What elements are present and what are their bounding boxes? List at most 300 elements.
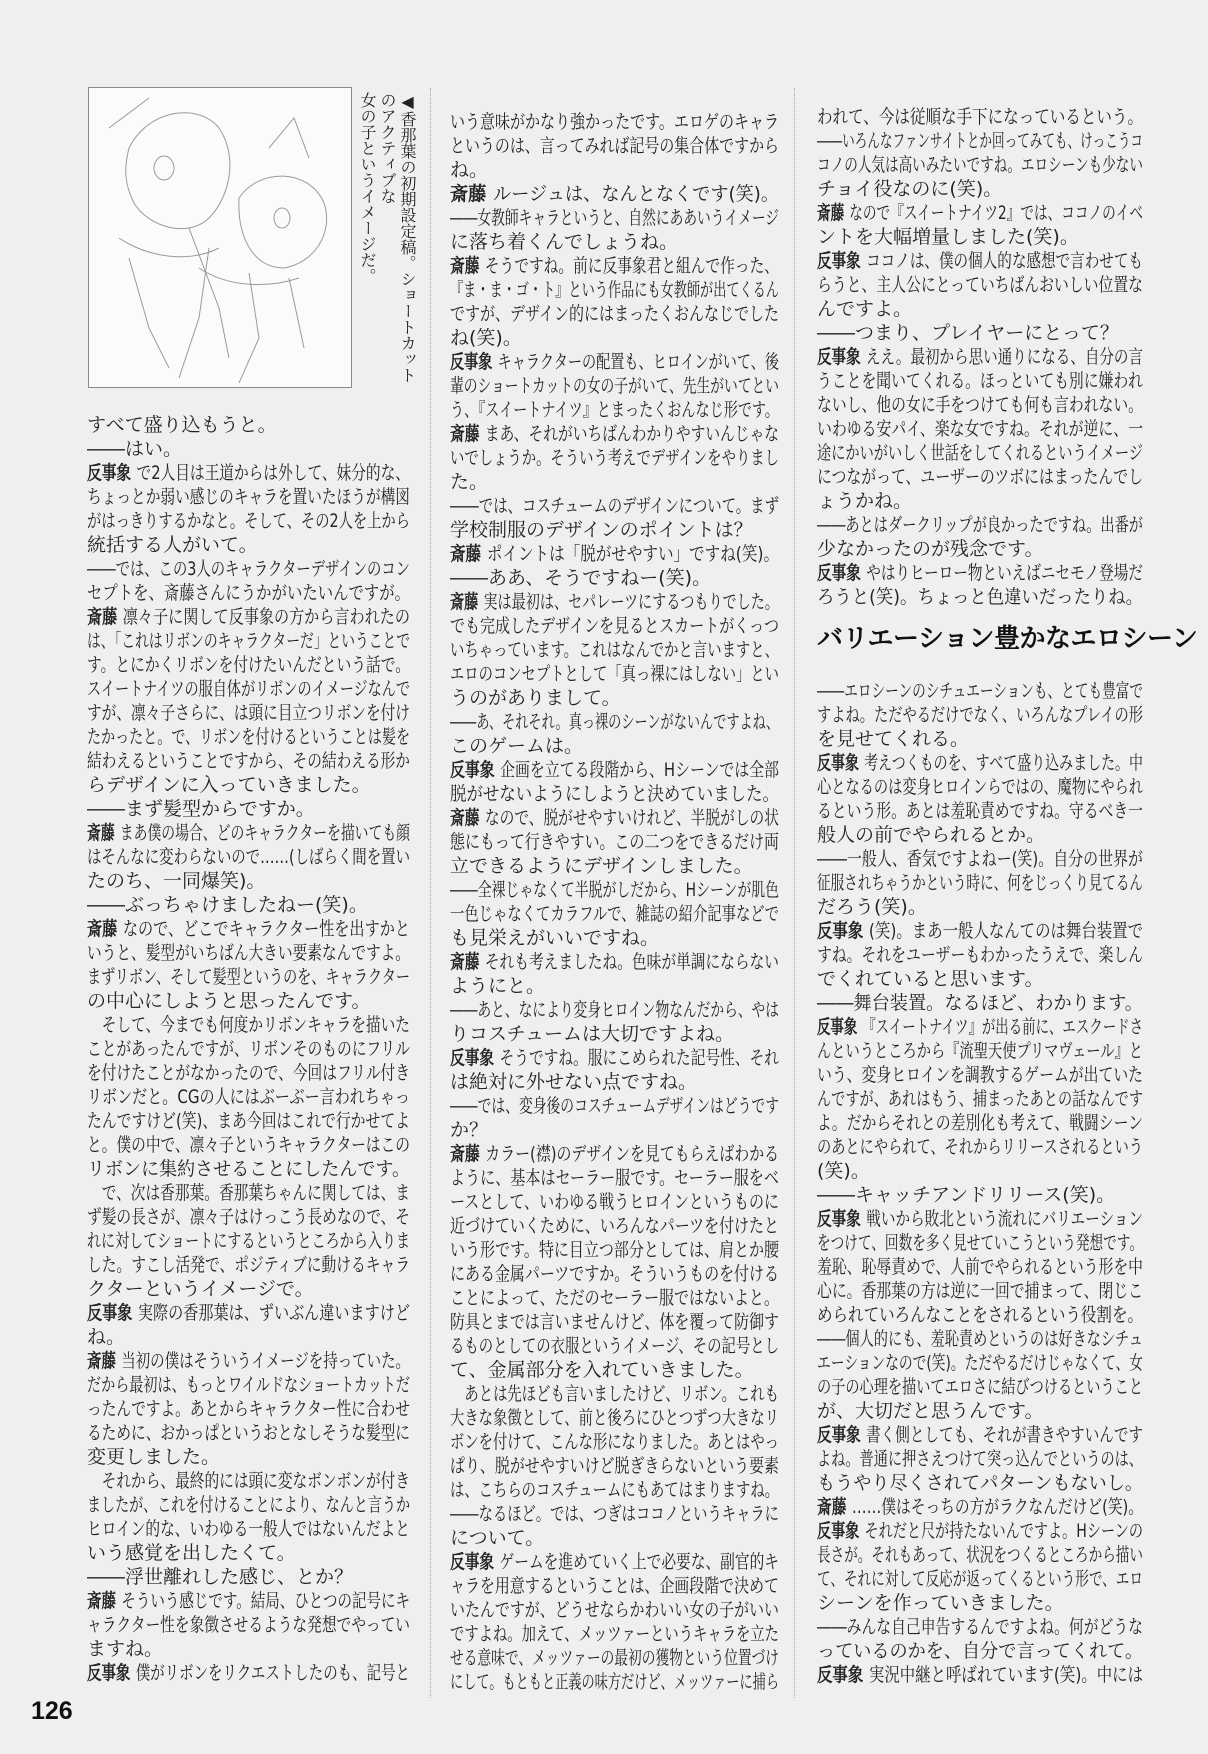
- line-text: キャラクターの配置も、ヒロインがいて、後: [497, 351, 779, 373]
- speaker-name: 斎藤: [450, 1143, 480, 1165]
- line-text: ースとして、いわゆる戦うヒロインというものに: [450, 1191, 779, 1213]
- interviewer-paragraph: [817, 1183, 1143, 1207]
- speaker-paragraph: [87, 605, 410, 797]
- line-text: いちゃっています。これはなんでかと言いますと、: [450, 639, 779, 661]
- text-line: [87, 1373, 410, 1397]
- text-line: [450, 734, 779, 758]
- text-line: [817, 561, 1143, 585]
- interviewer-paragraph: [817, 1327, 1143, 1423]
- text-line: [450, 110, 779, 134]
- line-text: 大きな象徴として、前と後ろにひとつずつ大きなリ: [450, 1407, 779, 1429]
- text-line: [450, 1646, 779, 1670]
- text-line: [87, 845, 410, 869]
- text-line: [450, 974, 779, 998]
- text-line: [817, 1615, 1143, 1639]
- speaker-paragraph: [450, 1550, 779, 1694]
- speaker-name: 斎藤: [817, 202, 845, 224]
- line-text: (笑)。: [817, 1160, 870, 1182]
- line-text: ――はい。: [87, 438, 183, 460]
- text-line: [817, 129, 1143, 153]
- line-text: というのは、言ってみれば記号の集合体ですから: [450, 135, 779, 157]
- text-line: [450, 494, 779, 518]
- line-text: は絶対に外せない点ですね。: [450, 1071, 698, 1093]
- line-text: ルージュは、なんとなくです(笑)。: [493, 183, 779, 205]
- interviewer-paragraph: [817, 105, 1143, 129]
- line-text: んというところから『流聖天使プリマヴェール』と: [817, 1040, 1143, 1062]
- line-text: ャラクター性を象徴させるような発想でやってい: [87, 1614, 410, 1636]
- line-text: たかったと。で、リボンを付けるということは髪を: [87, 726, 410, 748]
- speaker-name: 斎藤: [87, 918, 118, 940]
- line-text: セプトを、斎藤さんにうかがいたいんですが。: [87, 582, 410, 604]
- line-text: ――みんな自己申告するんですよね。何がどうな: [817, 1616, 1143, 1638]
- text-line: [450, 1118, 779, 1142]
- text-line: [450, 1046, 779, 1070]
- line-text: も見栄えがいいですね。: [450, 927, 660, 949]
- text-line: [450, 1430, 779, 1454]
- text-line: [817, 1471, 1143, 1495]
- text-line: [450, 542, 779, 566]
- line-text: ですよね。加えて、メッツァーというキャラを立た: [450, 1623, 779, 1645]
- text-line: [450, 374, 779, 398]
- line-text: っているのかを、自分で言ってくれて。: [817, 1640, 1143, 1662]
- text-line: [450, 278, 779, 302]
- text-line: [450, 134, 779, 158]
- speaker-name: 反事象: [817, 346, 861, 368]
- text-line: [450, 518, 779, 542]
- interviewer-paragraph: [450, 1382, 779, 1502]
- line-text: いうと、髪型がいちばん大きい要素なんですよ。: [87, 942, 410, 964]
- speaker-name: 斎藤: [450, 807, 480, 829]
- caption-line: ◀香那葉の初期設定稿。ショートカットのアクティブな: [378, 92, 417, 383]
- text-line: [817, 1375, 1143, 1399]
- text-line: [87, 629, 410, 653]
- interviewer-paragraph: [817, 991, 1143, 1015]
- text-line: [87, 1205, 410, 1229]
- line-text: ポイントは「脱がせやすい」ですね(笑)。: [486, 543, 779, 565]
- text-line: [450, 998, 779, 1022]
- line-text: すが、凛々子さらに、は頭に目立つリボンを付け: [87, 702, 410, 724]
- line-text: ろうと(笑)。ちょっと色違いだったりね。: [817, 586, 1143, 608]
- line-text: 一色じゃなくてカラフルで、雑誌の紹介記事などで: [450, 903, 779, 925]
- text-line: [450, 422, 779, 446]
- line-text: らうと、主人公にとっていちばんおいしい位置な: [817, 274, 1143, 296]
- text-line: [87, 1589, 411, 1613]
- line-text: められていろんなことをされるという役割を。: [817, 1304, 1143, 1326]
- text-line: [87, 533, 410, 557]
- line-text: (笑)。まあ一般人なんてのは舞台装置で: [868, 920, 1143, 942]
- line-text: 少なかったのが残念です。: [817, 538, 1044, 560]
- text-line: [450, 326, 779, 350]
- speaker-name: 反事象: [817, 1520, 860, 1542]
- text-line: [87, 1469, 410, 1493]
- text-line: [817, 153, 1143, 177]
- line-text: 企画を立てる段階から、Hシーンでは全部: [500, 759, 779, 781]
- line-text: 近づけていくために、いろんなパーツを付けたと: [450, 1215, 779, 1237]
- text-line: [817, 513, 1143, 537]
- line-text: がはっきりするかなと。そして、その2人を上から: [87, 510, 410, 532]
- speaker-paragraph: [87, 1589, 410, 1661]
- line-text: すべて盛り込もうと。: [87, 414, 277, 436]
- text-line: [450, 758, 779, 782]
- text-line: [450, 1670, 779, 1694]
- text-line: [87, 1181, 410, 1205]
- speaker-name: 反事象: [450, 351, 493, 373]
- speaker-paragraph: [450, 758, 779, 806]
- speaker-name: 反事象: [450, 1551, 495, 1573]
- interviewer-paragraph: [450, 1094, 779, 1142]
- text-line: [450, 350, 779, 374]
- text-line: [817, 1423, 1143, 1447]
- text-line: [450, 1166, 779, 1190]
- line-text: ヒロイン的な、いわゆる一般人ではないんだよと: [87, 1518, 410, 1540]
- line-text: ず髪の長さが、凛々子はけっこう長めなので、そ: [87, 1206, 410, 1228]
- text-line: [450, 1070, 779, 1094]
- text-column-right: [817, 105, 1198, 1687]
- text-line: [87, 1613, 410, 1637]
- line-text: るという形。あとは羞恥責めですね。守るべき一: [817, 800, 1143, 822]
- line-text: りコスチュームは大切ですよね。: [450, 1023, 735, 1045]
- line-text: いでしょうか。そういう考えでデザインをやりまし: [450, 447, 779, 469]
- text-line: [450, 950, 779, 974]
- text-line: [450, 1622, 779, 1646]
- text-line: [817, 345, 1143, 369]
- text-line: [817, 679, 1143, 703]
- speaker-name: 斎藤: [450, 543, 482, 565]
- speaker-paragraph: [450, 1046, 779, 1094]
- line-text: ますね。: [87, 1638, 164, 1660]
- line-text: 心に。香那葉の方は逆に一回で捕まって、閉じこ: [817, 1280, 1143, 1302]
- line-text: ――あと、なにより変身ヒロイン物なんだから、やは: [450, 999, 779, 1021]
- speaker-name: 斎藤: [450, 423, 480, 445]
- line-text: ――まず髪型からですか。: [87, 798, 315, 820]
- line-text: 変更しました。: [87, 1446, 221, 1468]
- line-text: 『ま・ま・ゴ・ト』という作品にも女教師が出てくるん: [450, 279, 779, 301]
- interviewer-paragraph: [450, 494, 779, 542]
- text-line: [817, 1111, 1143, 1135]
- line-text: す。とにかくリボンを付けたいんだという話で。: [87, 654, 410, 676]
- speaker-name: 反事象: [817, 562, 861, 584]
- text-line: [450, 254, 779, 278]
- line-text: について。: [450, 1527, 545, 1549]
- line-text: 統括する人がいて。: [87, 534, 258, 556]
- text-line: [87, 605, 410, 629]
- text-line: [450, 686, 779, 710]
- speaker-name: 反事象: [450, 1047, 495, 1069]
- line-text: でも完成したデザインを見るとスカートがくっつ: [450, 615, 779, 637]
- text-line: [450, 398, 779, 422]
- line-text: すよね。ただやるだけでなく、いろんなプレイの形: [817, 704, 1143, 726]
- text-line: [817, 727, 1143, 751]
- line-text: やはりヒーロー物といえばニセモノ登場だ: [866, 562, 1143, 584]
- text-line: [87, 797, 410, 821]
- line-text: いう形です。特に目立つ部分としては、肩とか腰: [450, 1239, 779, 1261]
- text-line: [817, 1255, 1143, 1279]
- line-text: ――つまり、プレイヤーにとって？: [817, 322, 1119, 344]
- character-sketch-image: [88, 87, 352, 388]
- text-line: [87, 821, 410, 845]
- speaker-paragraph: [817, 345, 1143, 513]
- speaker-paragraph: [87, 1301, 410, 1349]
- line-text: このゲームは。: [450, 735, 584, 757]
- text-line: [450, 206, 779, 230]
- speaker-paragraph: [817, 1495, 1143, 1519]
- text-line: [817, 1327, 1143, 1351]
- text-line: [450, 590, 779, 614]
- speaker-paragraph: [450, 422, 779, 494]
- line-text: 凛々子に関して反事象の方から言われたの: [122, 606, 410, 628]
- line-text: ことによって、ただのセーラー服ではないよと。: [450, 1287, 779, 1309]
- text-line: [450, 710, 779, 734]
- line-text: そういう感じです。結局、ひとつの記号にキ: [121, 1590, 411, 1612]
- text-line: [450, 1550, 779, 1574]
- text-line: [87, 893, 410, 917]
- line-text: クターというイメージで。: [87, 1278, 314, 1300]
- line-text: たのち、一同爆笑)。: [87, 870, 266, 892]
- text-line: [450, 614, 779, 638]
- text-line: [817, 1567, 1143, 1591]
- text-line: [817, 991, 1143, 1015]
- line-text: をつけて、回数を多く見せていこうという発想です。: [817, 1232, 1143, 1254]
- line-text: らデザインに入っていきました。: [87, 774, 371, 796]
- line-text: が、大切だと思うんです。: [817, 1400, 1044, 1422]
- text-line: [817, 919, 1143, 943]
- line-text: ャラを用意するということは、企画段階で決めて: [450, 1575, 779, 1597]
- speaker-name: 斎藤: [450, 183, 487, 205]
- text-line: [87, 1157, 410, 1181]
- line-text: なので、どこでキャラクター性を出すかと: [122, 918, 411, 940]
- line-text: せる意味で、メッツァーの最初の獲物という位置づけ: [450, 1647, 779, 1669]
- text-line: [450, 1286, 779, 1310]
- line-text: 脱がせないようにしようと決めていました。: [450, 783, 779, 805]
- line-text: ちょっとか弱い感じのキャラを置いたほうが構図: [87, 486, 410, 508]
- text-line: [817, 1639, 1143, 1663]
- text-line: [87, 1037, 410, 1061]
- speaker-paragraph: [87, 917, 410, 1013]
- text-line: [817, 177, 1143, 201]
- line-text: 心となるのは変身ヒロインらではの、魔物にやられ: [817, 776, 1143, 798]
- text-line: [817, 943, 1143, 967]
- line-text: ――キャッチアンドリリース(笑)。: [817, 1184, 1116, 1206]
- interviewer-paragraph: [817, 129, 1143, 201]
- text-line: [817, 369, 1143, 393]
- speaker-paragraph: [817, 919, 1143, 991]
- line-text: でくれていると思います。: [817, 968, 1044, 990]
- speaker-paragraph: [817, 1207, 1143, 1327]
- text-line: [87, 1349, 410, 1373]
- text-line: [87, 773, 410, 797]
- text-column-middle: [450, 110, 779, 1694]
- text-line: [87, 653, 410, 677]
- line-text: スイートナイツの服自体がリボンのイメージなんで: [87, 678, 410, 700]
- column-divider: [794, 88, 795, 1698]
- line-text: いう、変身ヒロインを調教するゲームが出ていた: [817, 1064, 1143, 1086]
- speaker-name: 反事象: [817, 1016, 858, 1038]
- text-line: [817, 1063, 1143, 1087]
- line-text: ――女教師キャラというと、自然にああいうイメージ: [450, 207, 779, 229]
- line-text: もうやり尽くされてパターンもないし。: [817, 1472, 1143, 1494]
- speaker-name: 斎藤: [450, 255, 480, 277]
- line-text: 戦いから敗北という流れにバリエーション: [866, 1208, 1143, 1230]
- speaker-paragraph: [450, 182, 779, 206]
- text-line: [87, 437, 410, 461]
- line-text: なので『スイートナイツ2』では、ココノのイベ: [849, 202, 1143, 224]
- text-line: [817, 201, 1143, 225]
- text-line: [450, 878, 779, 902]
- text-line: [817, 1015, 1143, 1039]
- line-text: ――では、この3人のキャラクターデザインのコン: [87, 558, 410, 580]
- line-text: カラー(襟)のデザインを見てもらえばわかる: [485, 1143, 779, 1165]
- text-line: [87, 461, 410, 485]
- speaker-paragraph: [817, 249, 1143, 321]
- text-line: [87, 965, 410, 989]
- line-text: リボンだと。CGの人にはぶーぶー言われちゃっ: [87, 1086, 410, 1108]
- text-line: [450, 230, 779, 254]
- text-line: [87, 557, 410, 581]
- speaker-paragraph: [817, 1519, 1143, 1615]
- speaker-name: 斎藤: [817, 1496, 847, 1518]
- line-text: ――一般人、香気ですよねー(笑)。自分の世界が: [817, 848, 1143, 870]
- line-text: 輩のショートカットの女の子がいて、先生がいてとい: [450, 375, 779, 397]
- line-text: ったんですよ。あとからキャラクター性に合わせ: [87, 1398, 410, 1420]
- line-text: を見せてくれる。: [817, 728, 970, 750]
- text-line: [450, 1574, 779, 1598]
- text-line: [817, 441, 1143, 465]
- line-text: のあとにやられて、それからリリースされるという: [817, 1136, 1143, 1158]
- line-text: ――いろんなファンサイトとか回ってみても、けっこうコ: [817, 130, 1143, 152]
- speaker-name: 反事象: [450, 759, 495, 781]
- text-line: [817, 1039, 1143, 1063]
- text-line: [817, 1519, 1143, 1543]
- line-text: それだと尺が持たないんですよ。Hシーンの: [864, 1520, 1143, 1542]
- line-text: 実際の香那葉は、ずいぶん違いますけど: [137, 1302, 410, 1324]
- text-line: [817, 321, 1143, 345]
- line-text: と。僕の中で、凛々子というキャラクターはこの: [87, 1134, 410, 1156]
- line-text: ――では、変身後のコスチュームデザインはどうです: [450, 1095, 779, 1117]
- line-text: んですよ。: [817, 298, 913, 320]
- line-text: いう意味がかなり強かったです。エロゲのキャラ: [450, 111, 779, 133]
- text-line: [817, 1351, 1143, 1375]
- line-text: した。すこし活発で、ポジティブに動けるキャラ: [87, 1254, 410, 1276]
- interviewer-paragraph: [87, 797, 410, 821]
- text-line: [817, 799, 1143, 823]
- speaker-name: 反事象: [817, 752, 859, 774]
- line-text: るために、おかっぱというおとなしそうな髪型に: [87, 1422, 410, 1444]
- text-line: [817, 1303, 1143, 1327]
- line-text: う、『スイートナイツ』とまったくおんなじ形です。: [450, 399, 779, 421]
- line-text: 僕がリボンをリクエストしたのも、記号と: [135, 1662, 410, 1684]
- line-text: ントを大幅増量しました(笑)。: [817, 226, 1079, 248]
- line-text: 考えつくものを、すべて盛り込みました。中: [864, 752, 1143, 774]
- text-line: [87, 485, 410, 509]
- text-line: [817, 249, 1143, 273]
- line-text: まずリボン、そして髪型というのを、キャラクター: [87, 966, 410, 988]
- line-text: るものとしての衣服というイメージ、その記号とし: [450, 1335, 779, 1357]
- line-text: ――ああ、そうですねー(笑)。: [450, 567, 712, 589]
- line-text: ボンを付けて、こんな形になりました。あとはやっ: [450, 1431, 779, 1453]
- interviewer-paragraph: [87, 557, 410, 605]
- text-line: [450, 1094, 779, 1118]
- line-text: 結わえるということですから、その結わえる形か: [87, 750, 410, 772]
- text-line: [87, 1397, 410, 1421]
- line-text: て、それに対して反応が返ってくるという形で、エロ: [817, 1568, 1143, 1590]
- line-text: ――エロシーンのシチュエーションも、とても豊富で: [817, 680, 1143, 702]
- line-text: につながって、ユーザーのツボにはまったんでし: [817, 466, 1143, 488]
- text-line: [817, 585, 1143, 609]
- interviewer-paragraph: [450, 710, 779, 758]
- line-text: 征服されちゃうかという時に、何をじっくり見てるん: [817, 872, 1143, 894]
- text-line: [87, 1637, 410, 1661]
- line-text: ココノは、僕の個人的な感想で言わせても: [866, 250, 1143, 272]
- column-divider: [430, 88, 431, 1698]
- line-text: 長さが。それもあって、状況をつくるところから描い: [817, 1544, 1143, 1566]
- line-text: ね。: [450, 159, 489, 181]
- text-line: [87, 413, 410, 437]
- line-text: は、こちらのコスチュームにもあてはまりますね。: [450, 1479, 779, 1501]
- line-text: ようにと。: [450, 975, 546, 997]
- line-text: んですが、あれはもう、捕まったあとの話なんです: [817, 1088, 1143, 1110]
- text-line: [87, 1517, 410, 1541]
- text-line: [87, 989, 410, 1013]
- line-text: 態にもって行きやすい。この二つをできるだけ両: [450, 831, 779, 853]
- line-text: ――あとはダークリップが良かったですね。出番が: [817, 514, 1143, 536]
- line-text: そして、今までも何度かリボンキャラを描いた: [87, 1014, 410, 1036]
- speaker-paragraph: [450, 1142, 779, 1382]
- interviewer-paragraph: [450, 878, 779, 950]
- text-line: [817, 1279, 1143, 1303]
- line-text: 般人の前でやられるとか。: [817, 824, 1046, 846]
- speaker-name: 反事象: [817, 250, 861, 272]
- text-line: [450, 446, 779, 470]
- line-text: すね。それをユーザーもわかったうえで、楽しん: [817, 944, 1143, 966]
- interviewer-paragraph: [450, 110, 779, 182]
- text-line: [817, 1231, 1143, 1255]
- text-line: [817, 1207, 1143, 1231]
- interviewer-paragraph: [817, 321, 1143, 345]
- speaker-paragraph: [450, 806, 779, 878]
- line-text: ことがあったんですが、リボンそのものにフリル: [87, 1038, 410, 1060]
- interviewer-paragraph: [817, 847, 1143, 919]
- line-text: なので、脱がせやすいけれど、半脱がしの状: [484, 807, 779, 829]
- line-text: 『スイートナイツ』が出る前に、エスクードさ: [862, 1016, 1143, 1038]
- speaker-name: 反事象: [817, 1208, 861, 1230]
- line-text: よね。普通に押さえつけて突っ込んでというのは、: [817, 1448, 1143, 1470]
- speaker-paragraph: [450, 350, 779, 422]
- text-line: [87, 677, 410, 701]
- speaker-name: 反事象: [87, 1302, 133, 1324]
- line-text: 途にかいがいしく世話をしてくれるというイメージ: [817, 442, 1143, 464]
- text-line: [87, 917, 411, 941]
- text-line: [817, 967, 1143, 991]
- line-text: ましたが、これを付けることにより、なんと言うか: [87, 1494, 410, 1516]
- text-line: [817, 105, 1143, 129]
- line-text: そうですね。前に反事象君と組んで作った、: [484, 255, 779, 277]
- text-line: [817, 1087, 1143, 1111]
- line-text: ね。: [87, 1326, 126, 1348]
- text-line: [87, 1013, 410, 1037]
- line-text: 羞恥、恥辱責めで、人前でやられるという形を中: [817, 1256, 1143, 1278]
- line-text: れに対してショートにするというところから入りま: [87, 1230, 410, 1252]
- line-text: にして。もともと正義の味方だけど、メッツァーに捕ら: [450, 1671, 779, 1693]
- line-text: ――浮世離れした感じ、とか？: [87, 1566, 354, 1588]
- text-line: [450, 854, 779, 878]
- text-line: [450, 1406, 779, 1430]
- speaker-paragraph: [817, 201, 1143, 249]
- text-line: [450, 662, 779, 686]
- line-text: に落ち着くんでしょうね。: [450, 231, 679, 253]
- line-text: ……僕はそっちの方がラクなんだけど(笑)。: [851, 1496, 1143, 1518]
- line-text: だから最初は、もっとワイルドなショートカットだ: [87, 1374, 410, 1396]
- line-text: いたんですが、どうせならかわいい女の子がいい: [450, 1599, 779, 1621]
